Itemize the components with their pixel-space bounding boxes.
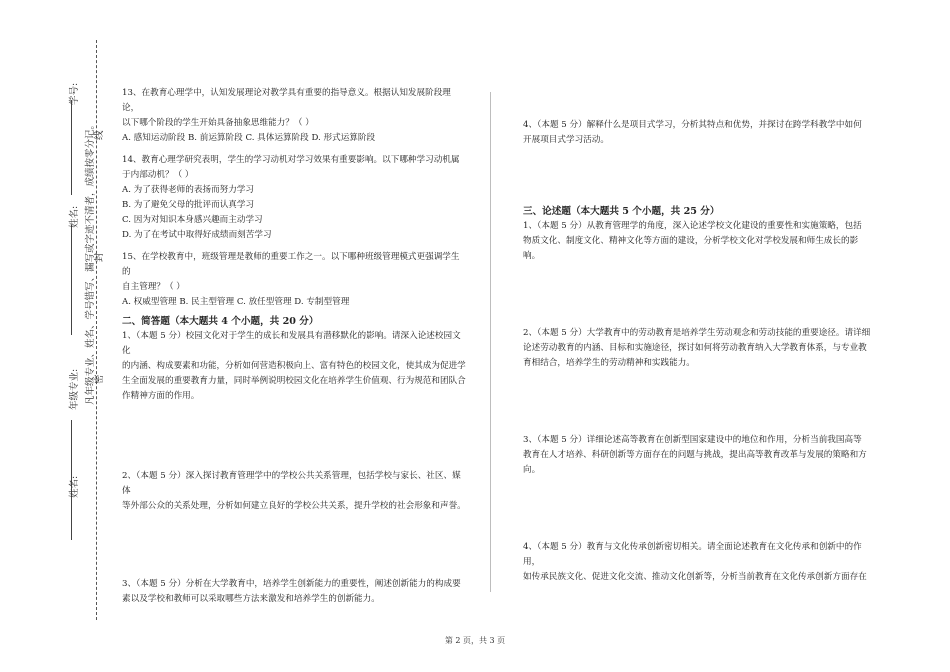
- major-label: 年级专业:: [69, 368, 80, 410]
- mi-mark: 密: [94, 374, 105, 384]
- essay-4: 4、（本题 5 分）教育与文化传承创新密切相关。请全面论述教育在文化传承和创新中的作用， 如传承民族文化、促进文化交流、推动文化创新等，分析当前教育在文化传承创新方面存在: [523, 542, 867, 582]
- question-options: A. 权威型管理 B. 民主型管理 C. 放任型管理 D. 专制型管理: [122, 297, 350, 307]
- binding-warning: 凡年级专业、姓名、学号错写、漏写或字迹不清者，成绩按零分记。: [85, 119, 96, 405]
- page-number: 第 2 页，共 3 页: [444, 636, 506, 645]
- column-divider: [490, 92, 491, 592]
- question-options: A. 感知运动阶段 B. 前运算阶段 C. 具体运算阶段 D. 形式运算阶段: [122, 133, 376, 143]
- xian-mark: 线: [94, 130, 105, 140]
- section-2-title: 二、简答题（本大题共 4 个小题，共 20 分）: [122, 316, 319, 327]
- name-label: 姓名:: [69, 205, 80, 228]
- student-id-underline: [71, 100, 72, 195]
- binding-strip: [0, 0, 110, 672]
- short-answer-1: 1、（本题 5 分）校园文化对于学生的成长和发展具有潜移默化的影响。请深入论述校园文化 的内涵、构成要素和功能，分析如何营造积极向上、富有特色的校园文化，使其成为促进学 生全面发展的重要教育力量，同时举例说明校园文化在培养学生价值观、行为规范和团队合 作精神方面的作用。: [122, 331, 466, 401]
- essay-1: 1、（本题 5 分）从教育管理学的角度，深入论述学校文化建设的重要性和实施策略，包括 物质文化、制度文化、精神文化等方面的建设，分析学校文化对学校发展和师生成长的影响。: [523, 221, 862, 261]
- student-id-label: 学号:: [69, 82, 80, 105]
- right-column: [523, 118, 873, 585]
- essay-2: 2、（本题 5 分）大学教育中的劳动教育是培养学生劳动观念和劳动技能的重要途径。请详细 论述劳动教育的内涵、目标和实施途径，探讨如何将劳动教育纳入大学教育体系，与专业教 育相结合，培养学生的劳动精神和实践能力。: [523, 328, 871, 368]
- option-d: D. 为了在考试中取得好成绩而刻苦学习: [122, 230, 272, 240]
- question-stem: 13、在教育心理学中，认知发展理论对教学具有重要的指导意义。根据认知发展阶段理论，: [122, 88, 451, 113]
- question-stem: 14、教育心理学研究表明，学生的学习动机对学习效果有重要影响。以下哪种学习动机属: [122, 155, 460, 165]
- option-b: B. 为了避免父母的批评而认真学习: [122, 200, 255, 210]
- school-label: 姓名:: [69, 475, 80, 498]
- short-answer-3: 3、（本题 5 分）分析在大学教育中，培养学生创新能力的重要性，阐述创新能力的构成要 素以及学校和教师可以采取哪些方法来激发和培养学生的创新能力。: [122, 579, 461, 604]
- essay-3: 3、（本题 5 分）详细论述高等教育在创新型国家建设中的地位和作用，分析当前我国高等 教育在人才培养、科研创新等方面存在的问题与挑战，提出高等教育改革与发展的策略和方 向。: [523, 435, 867, 475]
- option-c: C. 因为对知识本身感兴趣而主动学习: [122, 215, 263, 225]
- left-column: [122, 86, 467, 607]
- option-a: A. 为了获得老师的表扬而努力学习: [122, 185, 254, 195]
- question-14: [122, 153, 467, 243]
- name-underline: [71, 225, 72, 335]
- question-stem: 于内部动机？（ ）: [122, 170, 194, 180]
- question-stem: 自主管理？（ ）: [122, 282, 185, 292]
- short-answer-4: 4、（本题 5 分）解释什么是项目式学习，分析其特点和优势，并探讨在跨学科教学中如何 开展项目式学习活动。: [523, 120, 862, 145]
- question-13: [122, 86, 467, 146]
- short-answer-2: 2、（本题 5 分）深入探讨教育管理学中的学校公共关系管理，包括学校与家长、社区、媒体 等外部公众的关系处理，分析如何建立良好的学校公共关系，提升学校的社会形象和声誉。: [122, 471, 466, 511]
- question-stem: 以下哪个阶段的学生开始具备抽象思维能力？（ ）: [122, 118, 314, 128]
- question-stem: 15、在学校教育中，班级管理是教师的重要工作之一。以下哪种班级管理模式更强调学生的: [122, 252, 460, 277]
- section-3-title: 三、论述题（本大题共 5 个小题，共 25 分）: [523, 206, 720, 217]
- question-15: [122, 250, 467, 310]
- cut-line: [96, 40, 97, 620]
- feng-mark: 封: [94, 252, 105, 262]
